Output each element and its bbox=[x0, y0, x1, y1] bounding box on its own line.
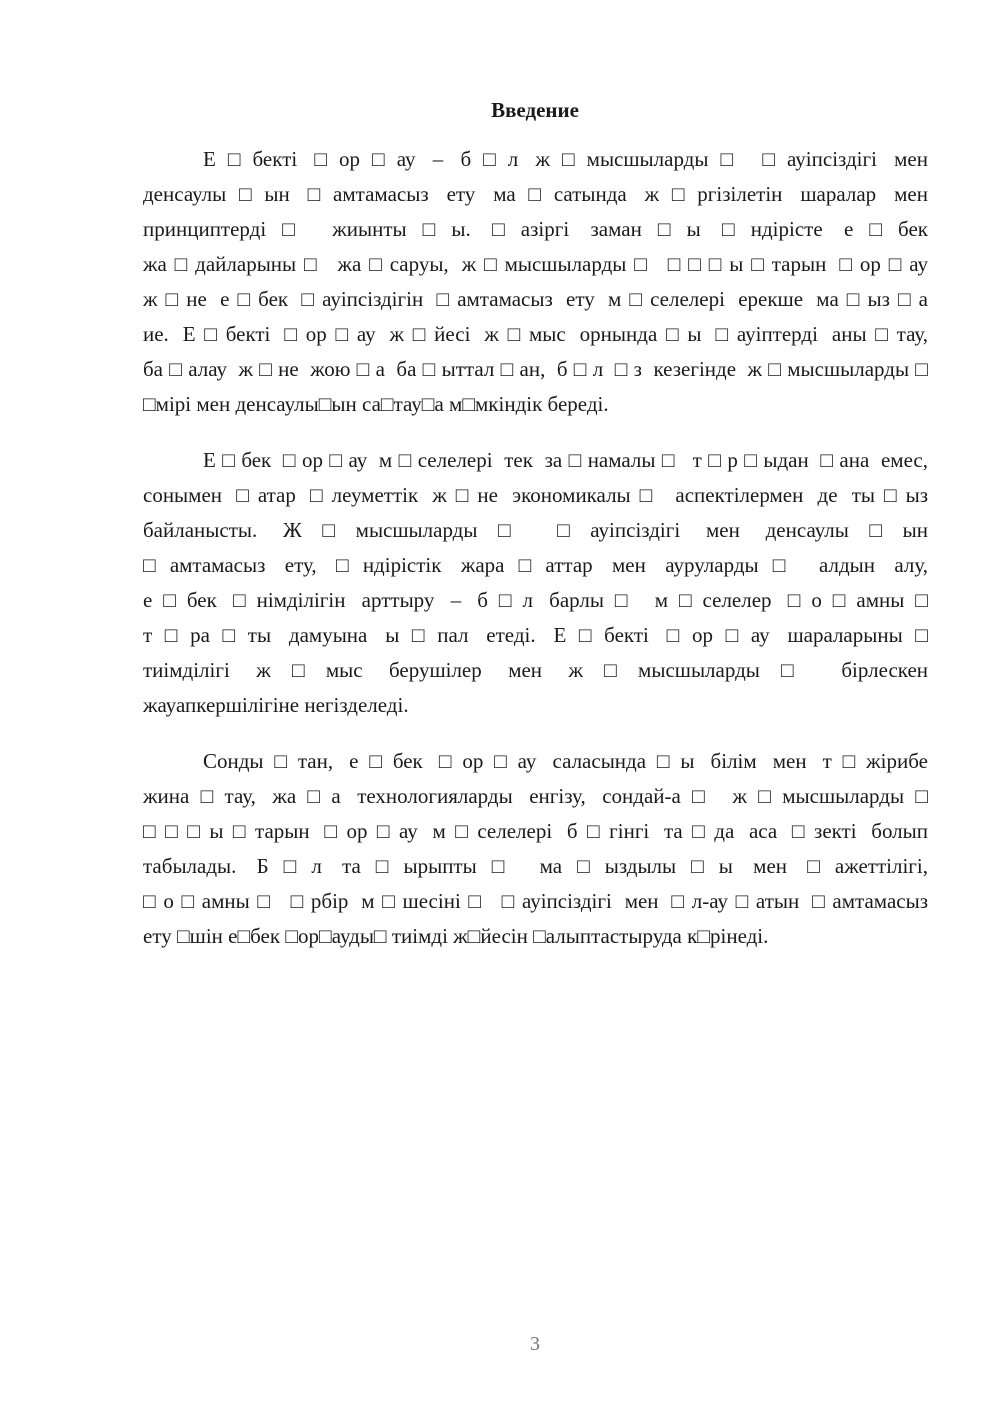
text-line: □о□амны□ □рбір м□шесіні□ □ауіпсіздігі мен □л-ау□атын □амтамасыз bbox=[143, 889, 928, 913]
paragraph bbox=[143, 443, 928, 723]
text-line: ету □шін е□бек □ор□ауды□ тиімді ж□йесін □алыптастыруда к□рінеді. bbox=[143, 924, 769, 948]
text-line: табылады. Б□л та□ырыпты□ ма□ыздылы□ы мен □ажеттілігі, bbox=[143, 854, 928, 878]
paragraph bbox=[143, 744, 928, 954]
page-title: Введение bbox=[491, 98, 579, 122]
text-line: е□бек □німділігін арттыру – б□л барлы□ м□селелер □о□амны□ bbox=[143, 588, 928, 612]
text-line: Е□бек □ор□ау м□селелері тек за□намалы□ т□р□ыдан □ана емес, bbox=[203, 448, 928, 472]
text-line: жина□тау, жа□а технологияларды енгізу, сондай-а□ ж□мысшыларды□ bbox=[143, 784, 928, 808]
text-line: □□□ы□тарын □ор□ау м□селелері б□гінгі та□да аса □зекті болып bbox=[143, 819, 928, 843]
text-line: байланысты. Ж□мысшыларды□ □ауіпсіздігі мен денсаулы□ын bbox=[143, 518, 928, 542]
text-line: жа□дайларыны□ жа□саруы, ж□мысшыларды□ □□□ы□тарын □ор□ау bbox=[143, 252, 928, 276]
text-line: □амтамасыз ету, □ндірістік жара□аттар мен ауруларды□ алдын алу, bbox=[143, 553, 928, 577]
text-line: □мірі мен денсаулы□ын са□тау□а м□мкіндік береді. bbox=[143, 392, 609, 416]
text-line: принциптерді□ жиынты□ы. □азіргі заман□ы □ндірісте е□бек bbox=[143, 217, 928, 241]
paragraph bbox=[143, 142, 928, 422]
text-line: Е□бекті □ор□ау – б□л ж□мысшыларды□ □ауіпсіздігі мен bbox=[203, 147, 928, 171]
text-line: денсаулы□ын □амтамасыз ету ма□сатында ж□ргізілетін шаралар мен bbox=[143, 182, 928, 206]
text-line: ж□не е□бек □ауіпсіздігін □амтамасыз ету м□селелері ерекше ма□ыз□а bbox=[143, 287, 928, 311]
page-number: 3 bbox=[530, 1333, 540, 1355]
text-line: тиімділігі ж□мыс берушілер мен ж□мысшыларды□ бірлескен bbox=[143, 658, 928, 682]
text-line: жауапкершілігіне негізделеді. bbox=[143, 693, 409, 717]
text-line: Сонды□тан, е□бек □ор□ау саласында□ы білім мен т□жірибе bbox=[203, 749, 928, 773]
text-line: т□ра□ты дамуына ы□пал етеді. Е□бекті □ор□ау шараларыны□ bbox=[143, 623, 928, 647]
document-body bbox=[143, 142, 928, 975]
text-line: сонымен □атар □леуметтік ж□не экономикалы□ аспектілермен де ты□ыз bbox=[143, 483, 928, 507]
text-line: ие. Е□бекті □ор□ау ж□йесі ж□мыс орнында□ы □ауіптерді аны□тау, bbox=[143, 322, 928, 346]
text-line: ба□алау ж□не жою□а ба□ыттал□ан, б□л □з кезегінде ж□мысшыларды□ bbox=[143, 357, 928, 381]
